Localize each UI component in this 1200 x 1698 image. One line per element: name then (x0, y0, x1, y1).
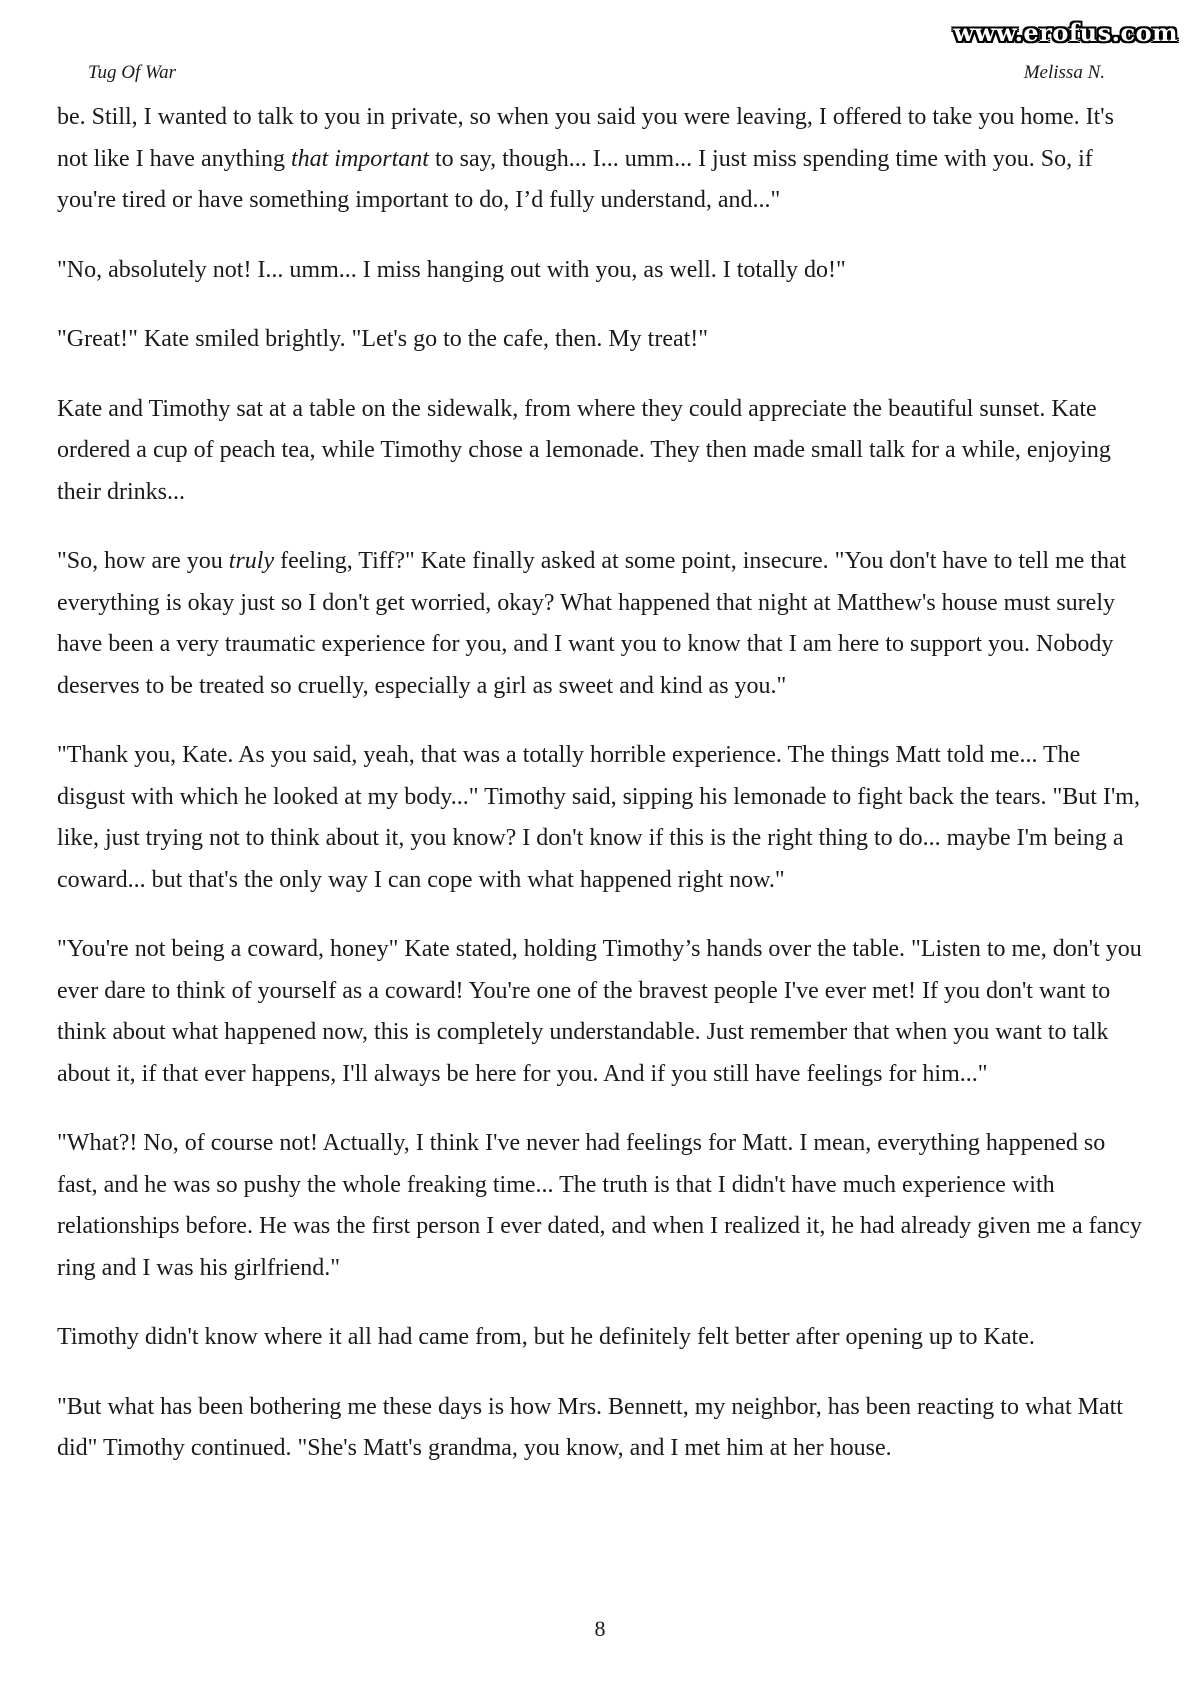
text-segment: "No, absolutely not! I... umm... I miss hanging out with you, as well. I totally do!" (57, 256, 846, 283)
watermark: www.erofus.com (953, 18, 1178, 47)
paragraph (57, 1387, 1147, 1470)
author-name: Melissa N. (1023, 62, 1105, 83)
text-segment: "Great!" Kate smiled brightly. "Let's go to the cafe, then. My treat!" (57, 326, 709, 352)
book-title: Tug Of War (88, 62, 176, 83)
paragraph (57, 1123, 1147, 1289)
paragraph (57, 929, 1147, 1095)
text-segment: "So, how are you (57, 548, 229, 574)
text-segment: "What?! No, of course not! Actually, I think I've never had feelings for Matt. I mean, everything happened so fast, and he was so pushy the whole freaking time... The truth is that I didn't have much experience with relationships before. He was the first person I ever dated, and when I realized it, he had already given me a fancy ring and I was his girlfriend." (57, 1130, 1142, 1281)
paragraph (57, 250, 1147, 292)
paragraph (57, 319, 1147, 361)
text-segment: "Thank you, Kate. As you said, yeah, that was a totally horrible experience. The things Matt told me... The disgust with which he looked at my body..." Timothy said, sipping his lemonade to fight back the tears. "But I'm, like, just trying not to think about it, you know? I don't know if this is the right thing to do... maybe I'm being a coward... but that's the only way I can cope with what happened right now." (57, 742, 1140, 893)
text-segment: be. Still, I wanted to talk to you in private, so when you said you were leaving, I offered to take you home. It's not like I have anything (57, 104, 1114, 172)
page-number: 8 (594, 1616, 606, 1641)
text-segment: Timothy didn't know where it all had came from, but he definitely felt better after opening up to Kate. (57, 1324, 1035, 1350)
italic-text: truly (228, 548, 275, 574)
paragraph (57, 1317, 1147, 1359)
paragraph (57, 735, 1147, 901)
paragraph (57, 389, 1147, 514)
text-segment: Kate and Timothy sat at a table on the sidewalk, from where they could appreciate the beautiful sunset. Kate ordered a cup of peach tea, while Timothy chose a lemonade. They then made small talk for a while, enjoying their drinks... (57, 395, 1111, 505)
paragraph (57, 541, 1147, 707)
body-text (57, 97, 1147, 1498)
paragraph (57, 97, 1147, 222)
text-segment: "You're not being a coward, honey" Kate stated, holding Timothy’s hands over the table. "Listen to me, don't you ever dare to think of yourself as a coward! You're one of the bravest people I've ever met! If you don't want to think about what happened now, this is completely understandable. Just remember that when you want to talk about it, if that ever happens, I'll always be here for you. And if you still have feelings for him..." (57, 936, 1142, 1087)
text-segment: to say, though... I... umm... I just miss spending time with you. So, if you're tired or have something important to do, I’d fully understand, and..." (57, 145, 1093, 213)
text-segment: feeling, Tiff?" Kate finally asked at some point, insecure. "You don't have to tell me that everything is okay just so I don't get worried, okay? What happened that night at Matthew's house must surely have been a very traumatic experience for you, and I want you to know that I am here to support you. Nobody deserves to be treated so cruelly, especially a girl as sweet and kind as you." (57, 548, 1127, 699)
italic-text: that important (290, 145, 429, 172)
running-header (88, 62, 1105, 86)
text-segment: "But what has been bothering me these days is how Mrs. Bennett, my neighbor, has been reacting to what Matt did" Timothy continued. "She's Matt's grandma, you know, and I met him at her house. (57, 1393, 1123, 1461)
